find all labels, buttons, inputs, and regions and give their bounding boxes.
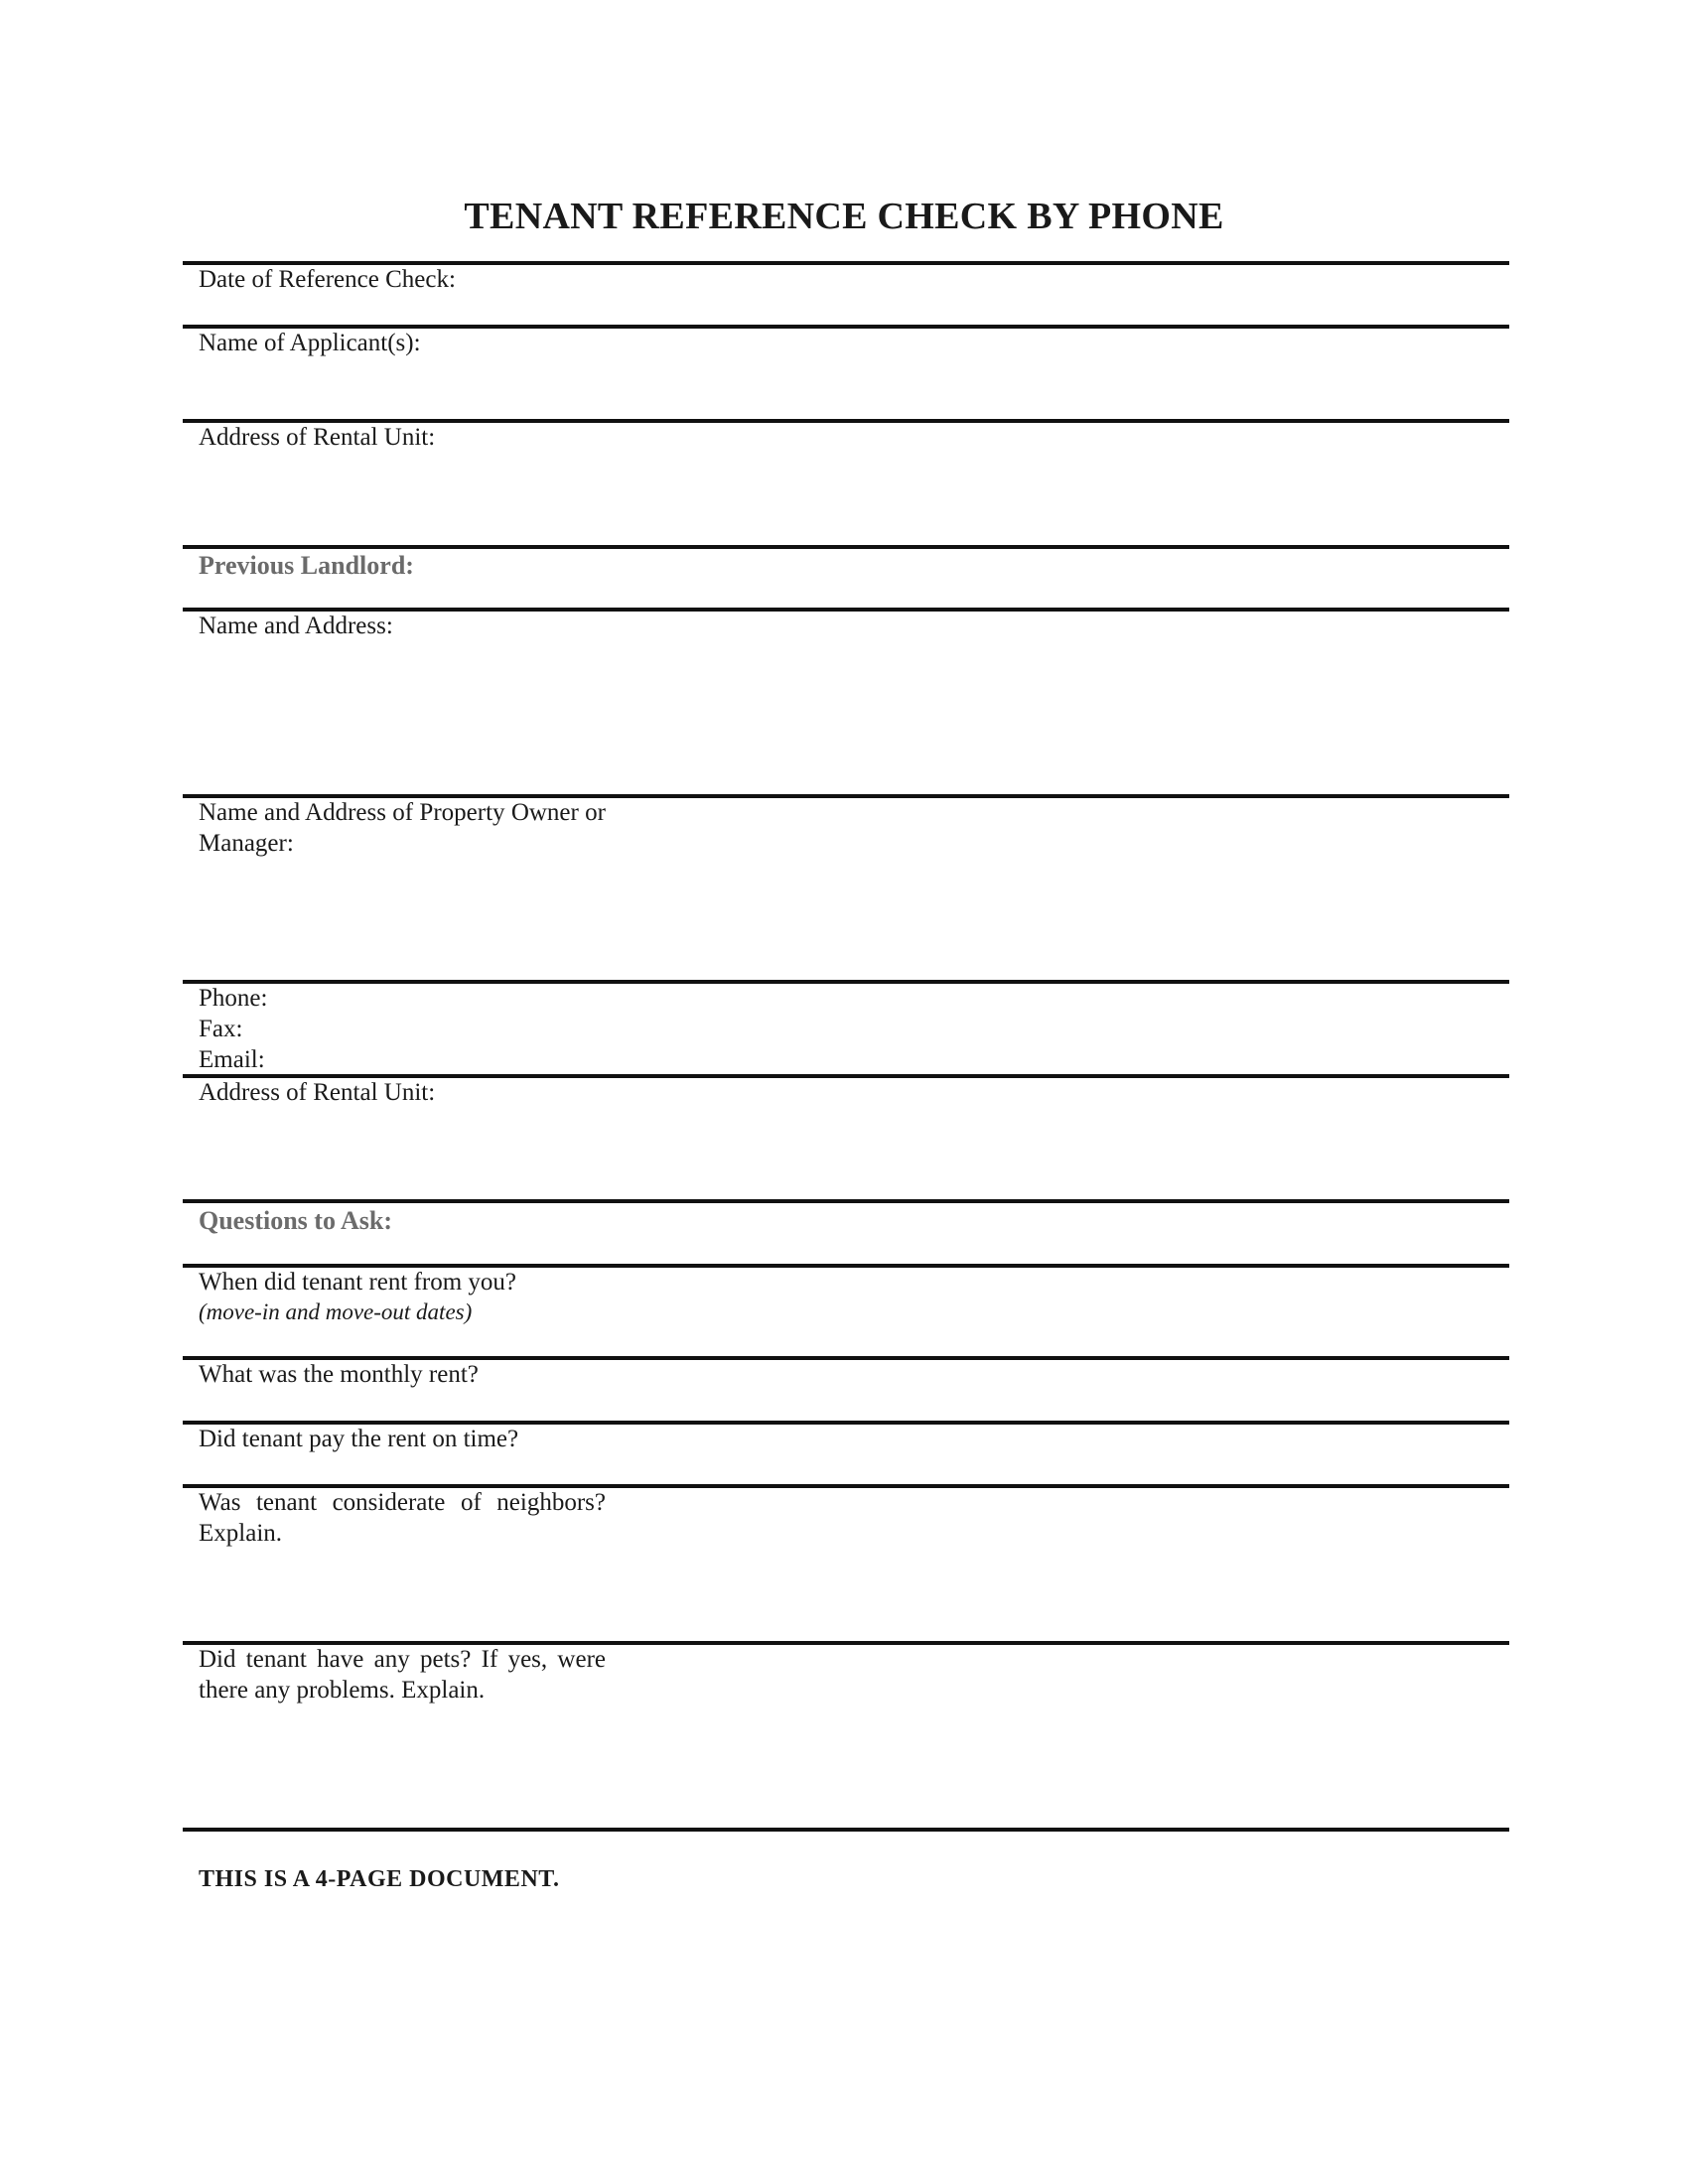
question-considerate: Was tenant considerate of neighbors? Explain. <box>199 1489 606 1547</box>
landlord-rental-unit-address-label: Address of Rental Unit: <box>199 1079 436 1106</box>
date-of-check-label: Date of Reference Check: <box>199 266 456 293</box>
question-when-rented-hint: (move-in and move-out dates) <box>199 1299 473 1324</box>
divider <box>183 1828 1509 1832</box>
question-paid-on-time: Did tenant pay the rent on time? <box>199 1426 519 1452</box>
question-pets: Did tenant have any pets? If yes, were there any problems. Explain. <box>199 1646 606 1704</box>
applicant-names-label: Name of Applicant(s): <box>199 330 421 356</box>
page-count-notice: THIS IS A 4-PAGE DOCUMENT. <box>199 1866 560 1892</box>
phone-label: Phone: <box>199 985 268 1012</box>
page-title: TENANT REFERENCE CHECK BY PHONE <box>464 196 1224 237</box>
question-when-rented: When did tenant rent from you? <box>199 1269 517 1296</box>
questions-heading: Questions to Ask: <box>199 1206 393 1235</box>
landlord-name-address-label: Name and Address: <box>199 613 393 639</box>
previous-landlord-heading: Previous Landlord: <box>199 551 414 580</box>
owner-manager-label: Name and Address of Property Owner or Manager: <box>199 799 606 857</box>
email-label: Email: <box>199 1046 265 1073</box>
divider <box>183 980 1509 984</box>
fax-label: Fax: <box>199 1016 243 1042</box>
question-monthly-rent: What was the monthly rent? <box>199 1361 479 1388</box>
divider <box>183 1199 1509 1203</box>
rental-unit-address-label: Address of Rental Unit: <box>199 424 436 451</box>
divider <box>183 545 1509 549</box>
